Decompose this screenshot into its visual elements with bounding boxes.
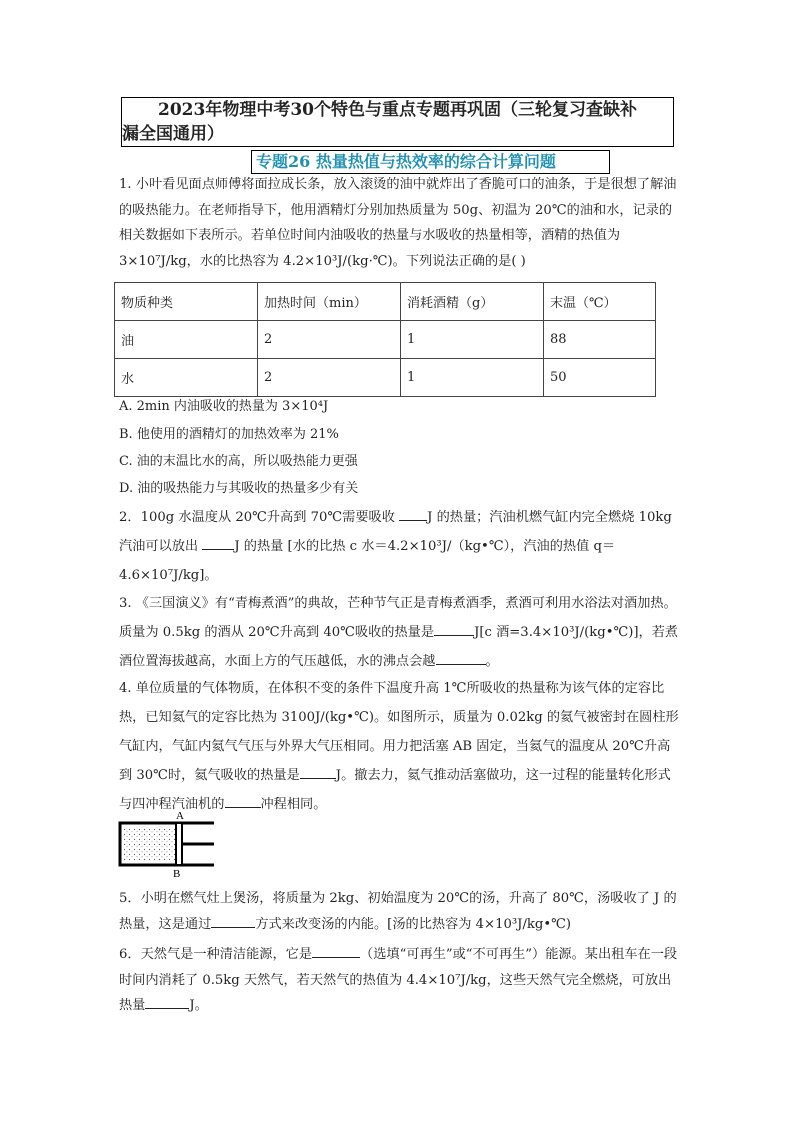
table-cell: 1 — [401, 359, 544, 397]
table-cell: 2 — [258, 359, 401, 397]
option-c: C. 油的末温比水的高，所以吸热能力更强 — [119, 454, 358, 469]
answer-blank — [434, 621, 474, 636]
answer-blank — [145, 994, 189, 1009]
q6-part-3: J。 — [189, 998, 208, 1013]
question-4-text — [119, 674, 679, 819]
q4-part-2: J。撤去力，氦气推动活塞做功，这一过程的能量转化形式与四冲程汽油机的 — [119, 768, 671, 812]
option-d: D. 油的吸热能力与其吸收的热量多少有关 — [119, 481, 359, 496]
table-header-cell: 末温（℃） — [544, 283, 656, 321]
q2-part-3: J 的热量 [水的比热 c 水＝4.2×10³J/（kg•℃），汽油的热值 q＝4.6×10⁷J/kg]。 — [119, 539, 616, 583]
question-5-text — [119, 886, 679, 937]
answer-blank — [300, 764, 336, 779]
q2-part-1: 2．100g 水温度从 20℃升高到 70℃需要吸收 — [119, 510, 400, 525]
q3-part-2: J[c 酒=3.4×10³J/(kg•℃)]，若煮酒位置海拔越高，水面上方的气压越低，水的沸点会越 — [119, 625, 679, 669]
option-b: B. 他使用的酒精灯的加热效率为 21% — [119, 427, 339, 442]
answer-blank — [436, 650, 486, 665]
table-header-row — [115, 283, 656, 321]
cylinder-piston-diagram — [118, 808, 228, 878]
q5-part-2: 方式来改变汤的内能。[汤的比热容为 4×10³J/kg•℃) — [255, 916, 571, 932]
topic-subtitle: 专题26 热量热值与热效率的综合计算问题 — [251, 150, 610, 174]
q4-part-3: 冲程相同。 — [260, 797, 327, 812]
table-cell: 油 — [115, 321, 258, 359]
answer-blank — [225, 793, 261, 808]
title-box — [121, 97, 674, 147]
answer-blank — [312, 943, 360, 958]
table-header-cell: 加热时间（min） — [258, 283, 401, 321]
question-2-text — [119, 503, 679, 590]
answer-blank — [211, 913, 255, 928]
table-cell: 2 — [258, 321, 401, 359]
question-6-text — [119, 942, 679, 1019]
q3-part-3: 。 — [485, 654, 499, 669]
table-header-cell: 物质种类 — [115, 283, 258, 321]
table-cell: 50 — [544, 359, 656, 397]
data-table — [114, 282, 656, 397]
table-row — [115, 359, 656, 397]
option-a: A. 2min 内油吸收的热量为 3×10⁴J — [119, 399, 329, 414]
title-line-2: 漏全国通用） — [122, 124, 224, 144]
title-line-1: 2023年物理中考30个特色与重点专题再巩固（三轮复习查缺补 — [158, 100, 637, 120]
q4-part-1: 4. 单位质量的气体物质，在体积不变的条件下温度升高 1℃所吸收的热量称为该气体的定容比热，已知氦气的定容比热为 3100J/(kg•℃)。如图所示，质量为 0.02kg 的氦气被密封在圆柱形气缸内，气缸内氦气气压与外界大气压相同。用力把活塞 AB 固定，当氦气的温度从 20℃升高到 30℃时，氦气吸收的热量是 — [119, 681, 679, 783]
cylinder-opening — [214, 821, 222, 867]
question-3-text — [119, 589, 679, 676]
table-cell: 1 — [401, 321, 544, 359]
label-a: A — [176, 810, 184, 822]
q6-part-1: 6．天然气是一种清洁能源，它是 — [119, 947, 313, 962]
answer-blank — [202, 535, 234, 550]
table-row — [115, 321, 656, 359]
q3-part-1: 3. 《三国演义》有“青梅煮酒”的典故，芒种节气正是青梅煮酒季，煮酒可利用水浴法对酒加热。质量为 0.5kg 的酒从 20℃升高到 40℃吸收的热量是 — [119, 596, 677, 640]
table-cell: 88 — [544, 321, 656, 359]
answer-blank — [399, 506, 427, 521]
table-header-cell: 消耗酒精（g） — [401, 283, 544, 321]
q5-part-1: 5．小明在燃气灶上煲汤，将质量为 2kg、初始温度为 20℃的汤，升高了 80℃，汤吸收了 J 的热量，这是通过 — [119, 891, 677, 932]
q6-part-2: （选填“可再生”或“不可再生”）能源。某出租车在一段时间内消耗了 0.5kg 天然气，若天然气的热值为 4.4×10⁷J/kg，这些天然气完全燃烧，可放出热量 — [119, 947, 678, 1013]
table-cell: 水 — [115, 359, 258, 397]
piston — [176, 823, 182, 865]
label-b: B — [173, 868, 181, 878]
question-1-text: 1. 小叶看见面点师傅将面拉成长条，放入滚烫的油中就炸出了香脆可口的油条，于是很想了解油的吸热能力。在老师指导下，他用酒精灯分别加热质量为 50g、初温为 20℃的油和水，记录的相关数据如下表所示。若单位时间内油吸收的热量与水吸收的热量相等，酒精的热值为 3×10⁷J/kg，水的比热容为 4.2×10³J/(kg·℃)。下列说法正确的是( ) — [119, 177, 677, 269]
q2-part-2: J 的热量；汽油机燃气缸内完全燃烧 10kg 汽油可以放出 — [119, 510, 672, 554]
helium-gas — [124, 827, 176, 861]
cylinder-diagram-svg — [118, 808, 228, 878]
